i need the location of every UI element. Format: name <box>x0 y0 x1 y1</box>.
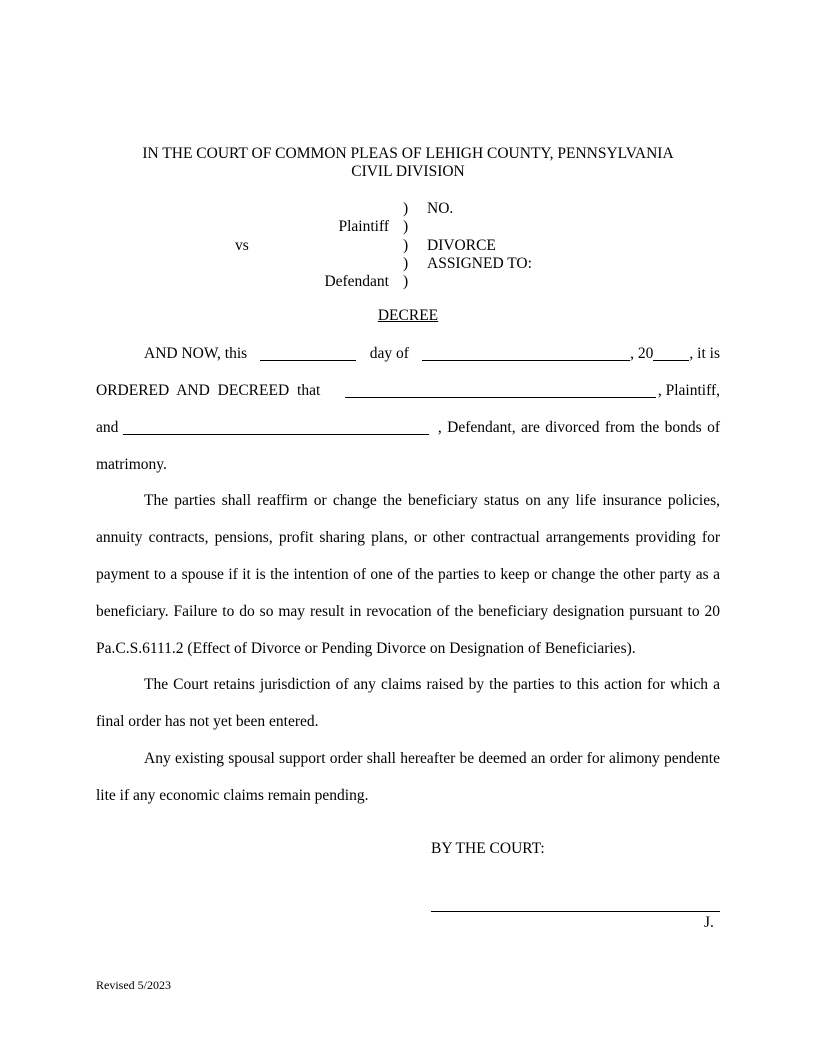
it-is-text: , it is <box>689 345 720 362</box>
ordered-decreed-text: ORDERED AND DECREED that <box>96 382 321 399</box>
caption-paren-1: ) <box>403 200 409 217</box>
caption-paren-3: ) <box>403 237 409 254</box>
year-blank[interactable] <box>653 347 689 361</box>
division-heading: CIVIL DIVISION <box>351 163 465 180</box>
revised-date: Revised 5/2023 <box>96 978 171 992</box>
court-heading: IN THE COURT OF COMMON PLEAS OF LEHIGH COUNTY, PENNSYLVANIA <box>142 145 674 162</box>
plaintiff-label: Plaintiff <box>338 218 389 235</box>
day-of-text: day of <box>369 345 409 362</box>
decree-title: DECREE <box>377 307 439 324</box>
decree-order-paragraph <box>96 335 720 483</box>
month-blank[interactable] <box>422 347 630 361</box>
plaintiff-name-blank[interactable] <box>345 384 656 398</box>
defendant-label: Defendant <box>324 273 389 290</box>
assigned-to-label: ASSIGNED TO: <box>427 255 532 272</box>
vs-label: vs <box>235 237 249 254</box>
and-text: and <box>96 419 119 436</box>
judge-suffix: J. <box>704 914 714 931</box>
day-blank[interactable] <box>260 347 356 361</box>
spousal-support-paragraph: Any existing spousal support order shall hereafter be deemed an order for alimony pendente lite if any economic claims remain pending. <box>96 750 720 804</box>
judge-signature-line[interactable] <box>431 911 720 912</box>
jurisdiction-paragraph: The Court retains jurisdiction of any claims raised by the parties to this action for which a final order has not yet been entered. <box>96 676 720 730</box>
beneficiary-paragraph: The parties shall reaffirm or change the beneficiary status on any life insurance policies, annuity contracts, pensions, profit sharing plans, or other contractual arrangements providing for payment to a spouse if it is the intention of one of the parties to keep or change the other party as a beneficiary. Failure to do so may result in revocation of the beneficiary designation pursuant to 20 Pa.C.S.6111.2 (Effect of Divorce or Pending Divorce on Designation of Beneficiaries). <box>96 492 720 657</box>
and-now-text: AND NOW, this <box>144 345 248 362</box>
defendant-name-blank[interactable] <box>123 421 429 435</box>
case-number-label: NO. <box>427 200 454 217</box>
caption-paren-5: ) <box>403 273 409 290</box>
divorce-label: DIVORCE <box>427 237 496 254</box>
by-the-court-label: BY THE COURT: <box>431 840 545 857</box>
year-prefix-text: , 20 <box>630 345 654 362</box>
caption-paren-2: ) <box>403 218 409 235</box>
caption-paren-4: ) <box>403 255 409 272</box>
matrimony-text: matrimony. <box>96 456 167 473</box>
defendant-divorced-text: , Defendant, are divorced from the bonds of <box>437 419 720 436</box>
plaintiff-suffix-text: , Plaintiff, <box>657 382 720 399</box>
